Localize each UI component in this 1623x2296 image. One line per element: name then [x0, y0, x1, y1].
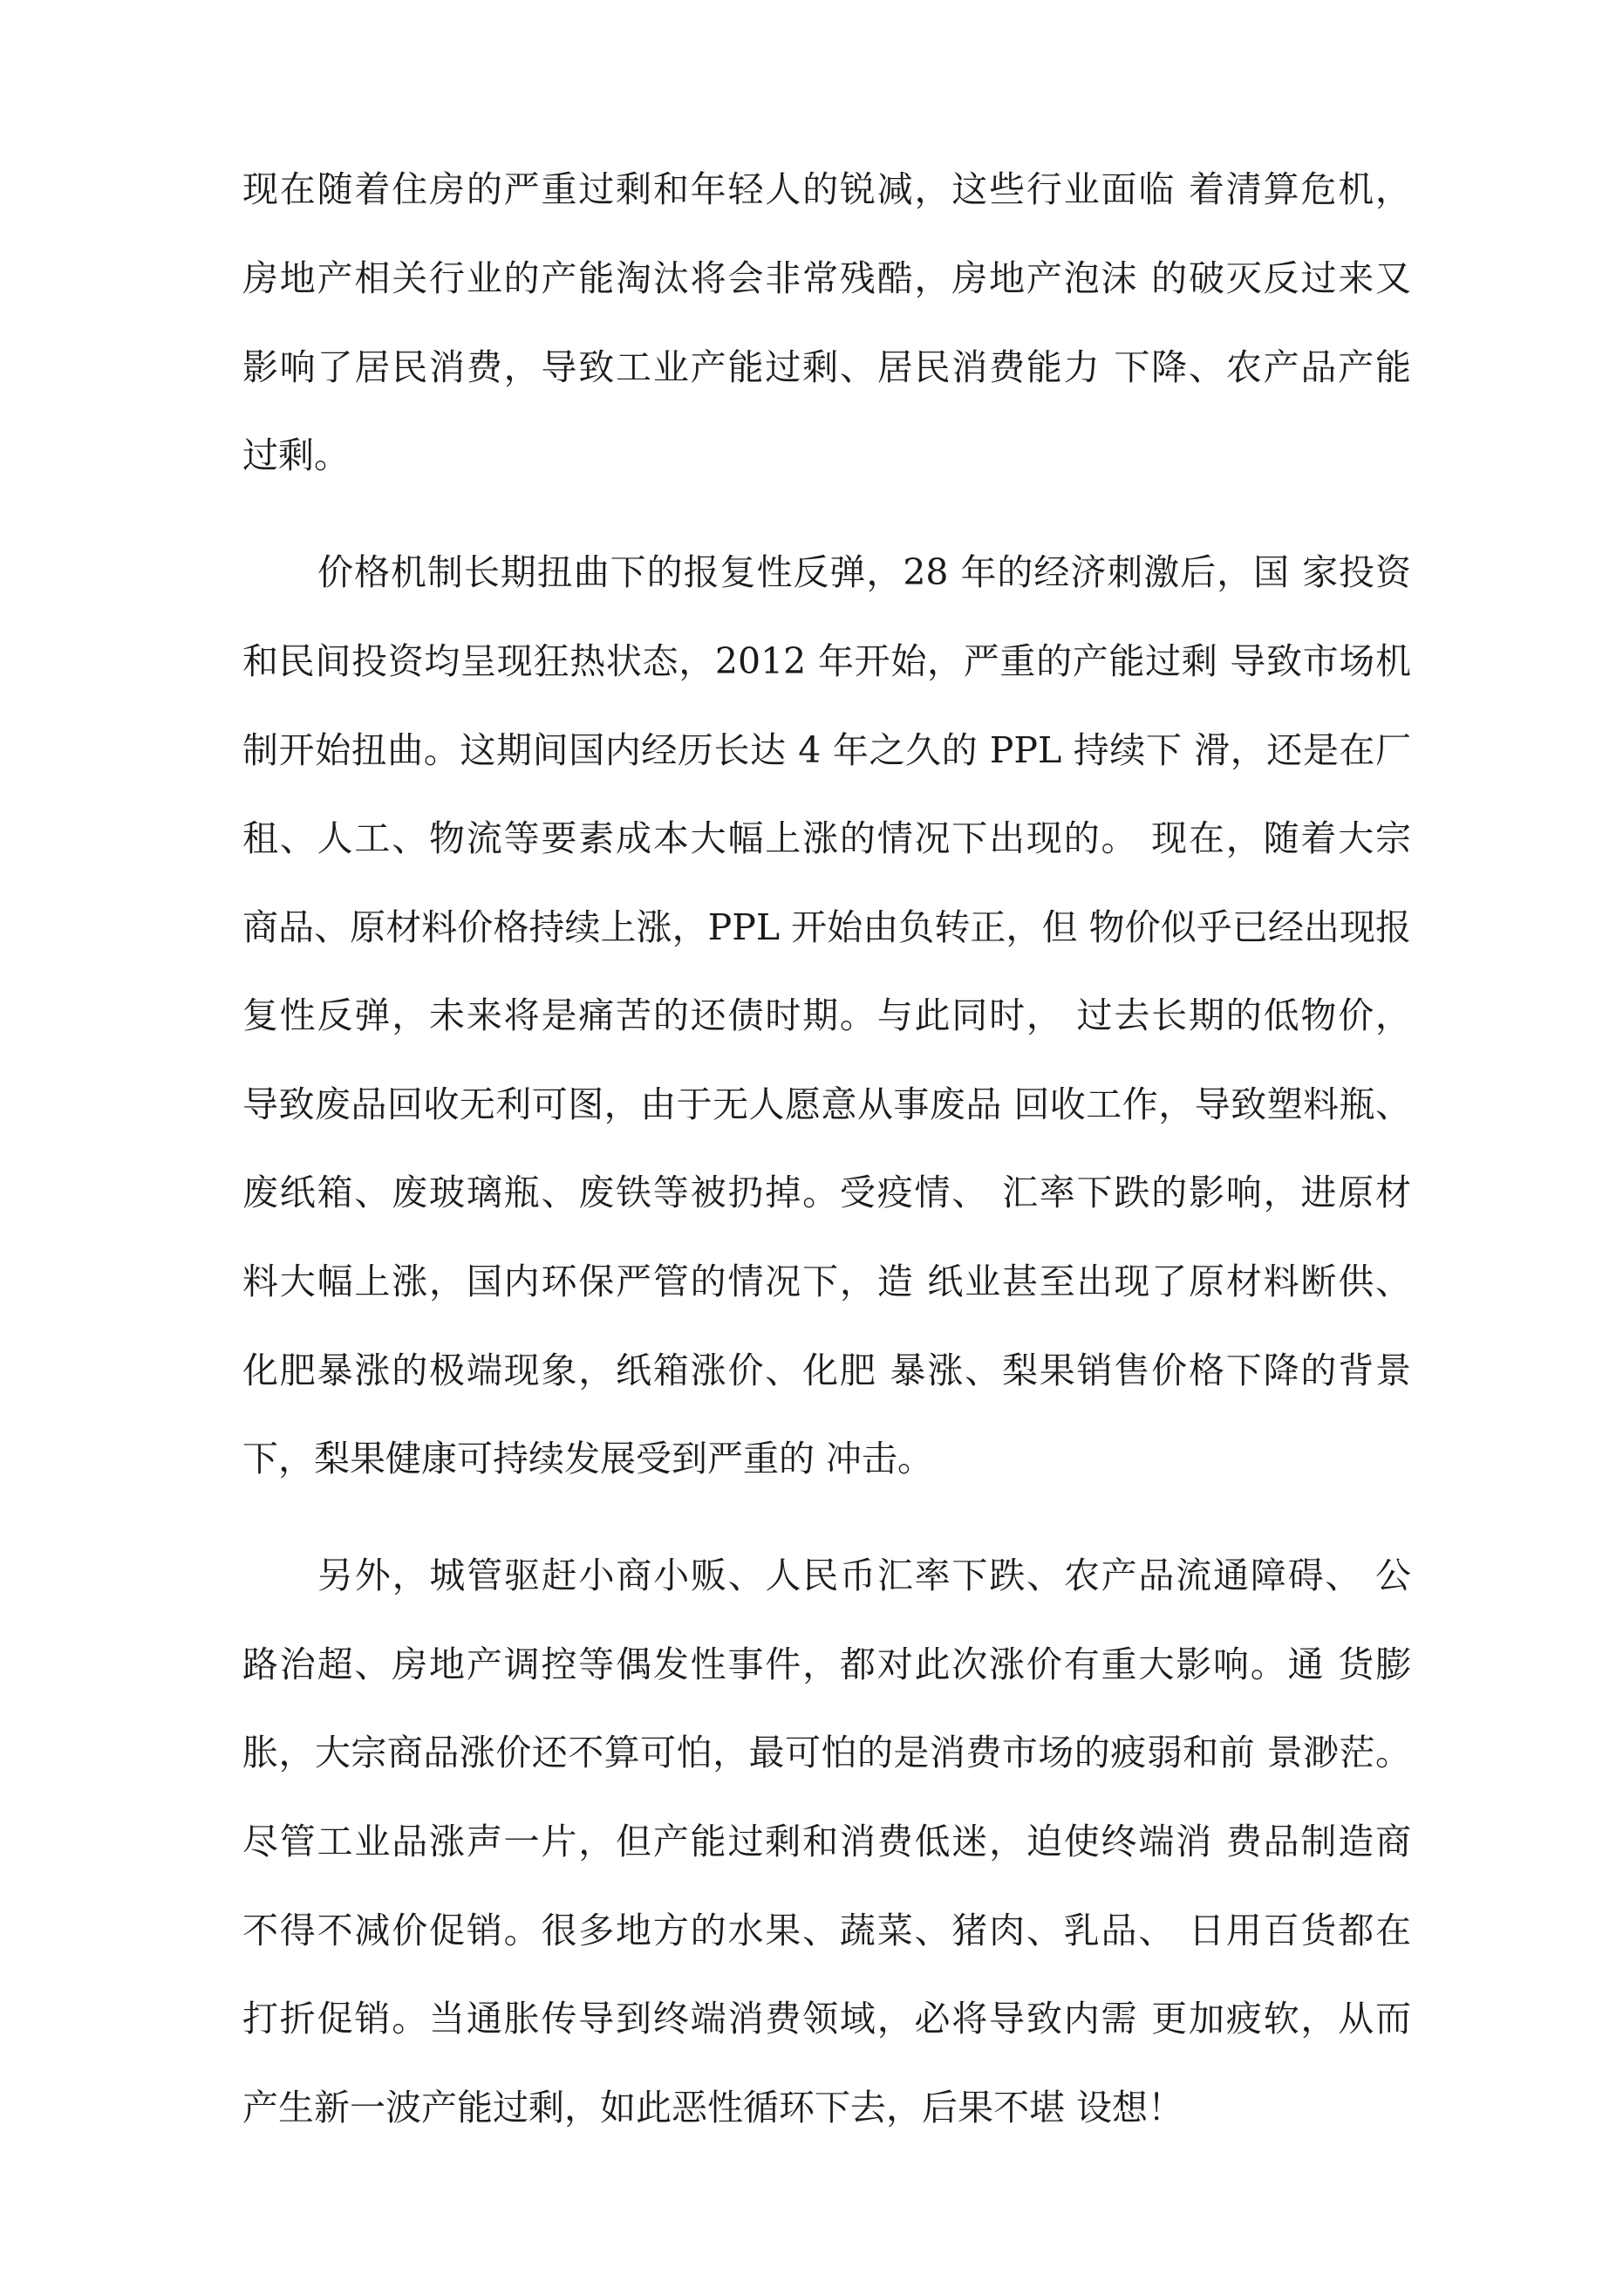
text-line: 价格机制长期扭曲下的报复性反弹，28 年的经济刺激后，国 家投资: [317, 551, 1411, 593]
text-line: 胀，大宗商品涨价还不算可怕，最可怕的是消费市场的疲弱和前 景渺茫。: [242, 1732, 1411, 1773]
text-line: 过剩。: [242, 434, 350, 476]
text-line: 制开始扭曲。这期间国内经历长达 4 年之久的 PPL 持续下 滑，还是在厂: [242, 729, 1411, 771]
text-line: 租、人工、物流等要素成本大幅上涨的情况下出现的。 现在，随着大宗: [242, 817, 1411, 859]
text-line: 下，梨果健康可持续发展受到严重的 冲击。: [242, 1438, 934, 1479]
text-line: 尽管工业品涨声一片，但产能过剩和消费低迷，迫使终端消 费品制造商: [242, 1821, 1411, 1862]
text-line: 路治超、房地产调控等偶发性事件，都对此次涨价有重大影响。通 货膨: [242, 1643, 1411, 1685]
text-line: 和民间投资均呈现狂热状态，2012 年开始，严重的产能过剩 导致市场机: [242, 640, 1411, 682]
text-line: 复性反弹，未来将是痛苦的还债时期。与此同时， 过去长期的低物价，: [242, 994, 1411, 1036]
text-line: 化肥暴涨的极端现象，纸箱涨价、化肥 暴涨、梨果销售价格下降的背景: [242, 1350, 1411, 1391]
text-line: 现在随着住房的严重过剩和年轻人的锐减，这些行业面临 着清算危机，: [242, 168, 1411, 210]
text-line: 产生新一波产能过剩，如此恶性循环下去，后果不堪 设想！: [242, 2087, 1184, 2129]
text-line: 另外，城管驱赶小商小贩、人民币汇率下跌、农产品流通障碍、 公: [317, 1555, 1411, 1596]
text-line: 商品、原材料价格持续上涨，PPL 开始由负转正，但 物价似乎已经出现报: [242, 906, 1411, 948]
text-line: 打折促销。当通胀传导到终端消费领域，必将导致内需 更加疲软，从而: [242, 1998, 1411, 2040]
text-line: 不得不减价促销。很多地方的水果、蔬菜、猪肉、乳品、 日用百货都在: [242, 1910, 1411, 1951]
text-line: 导致废品回收无利可图，由于无人愿意从事废品 回收工作，导致塑料瓶、: [242, 1083, 1411, 1125]
text-line: 料大幅上涨，国内环保严管的情况下，造 纸业甚至出现了原材料断供、: [242, 1261, 1411, 1302]
text-line: 影响了居民消费，导致工业产能过剩、居民消费能力 下降、农产品产能: [242, 346, 1411, 388]
text-line: 废纸箱、废玻璃瓶、废铁等被扔掉。受疫情、 汇率下跌的影响，进原材: [242, 1172, 1411, 1213]
text-line: 房地产相关行业的产能淘汰将会非常残酷，房地产泡沫 的破灭反过来又: [242, 257, 1411, 299]
